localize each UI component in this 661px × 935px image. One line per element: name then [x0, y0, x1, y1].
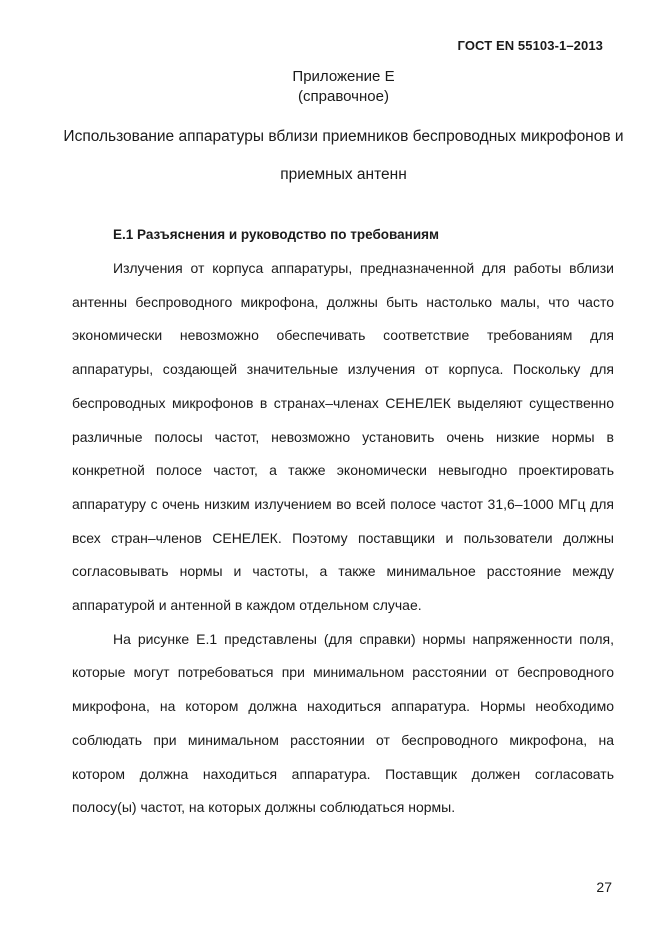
section-heading: Е.1 Разъяснения и руководство по требованиям [113, 227, 439, 242]
paragraph: Излучения от корпуса аппаратуры, предназначенной для работы вблизи антенны беспроводного микрофона, должны быть настолько малы, что часто экономически невозможно обеспечивать соответствие требованиям для аппаратуры, создающей значительные излучения от корпуса. Поскольку для беспроводных микрофонов в странах–членах СЕНЕЛЕК выделяют существенно различные полосы частот, невозможно установить очень низкие нормы в конкретной полосе частот, а также экономически невыгодно проектировать аппаратуру с очень низким излучением во всей полосе частот 31,6–1000 МГц для всех стран–членов СЕНЕЛЕК. Поэтому поставщики и пользователи должны согласовывать нормы и частоты, а также минимальное расстояние между аппаратурой и антенной в каждом отдельном случае. [72, 260, 614, 614]
appendix-subtitle: (справочное) [298, 88, 389, 105]
main-title: Использование аппаратуры вблизи приемников беспроводных микрофонов и приемных антенн [63, 128, 624, 183]
paragraph: На рисунке Е.1 представлены (для справки) нормы напряженности поля, которые могут потребоваться при минимальном расстоянии от беспроводного микрофона, на котором должна находиться аппаратура. Нормы необходимо соблюдать при минимальном расстоянии от беспроводного микрофона, на котором должна находиться аппаратура. Поставщик должен согласовать полосу(ы) частот, на которых должны соблюдаться нормы. [72, 630, 614, 816]
body-text [72, 252, 614, 825]
document-code: ГОСТ EN 55103-1–2013 [457, 38, 603, 53]
appendix-title: Приложение Е [292, 68, 395, 85]
page-number: 27 [596, 879, 612, 895]
